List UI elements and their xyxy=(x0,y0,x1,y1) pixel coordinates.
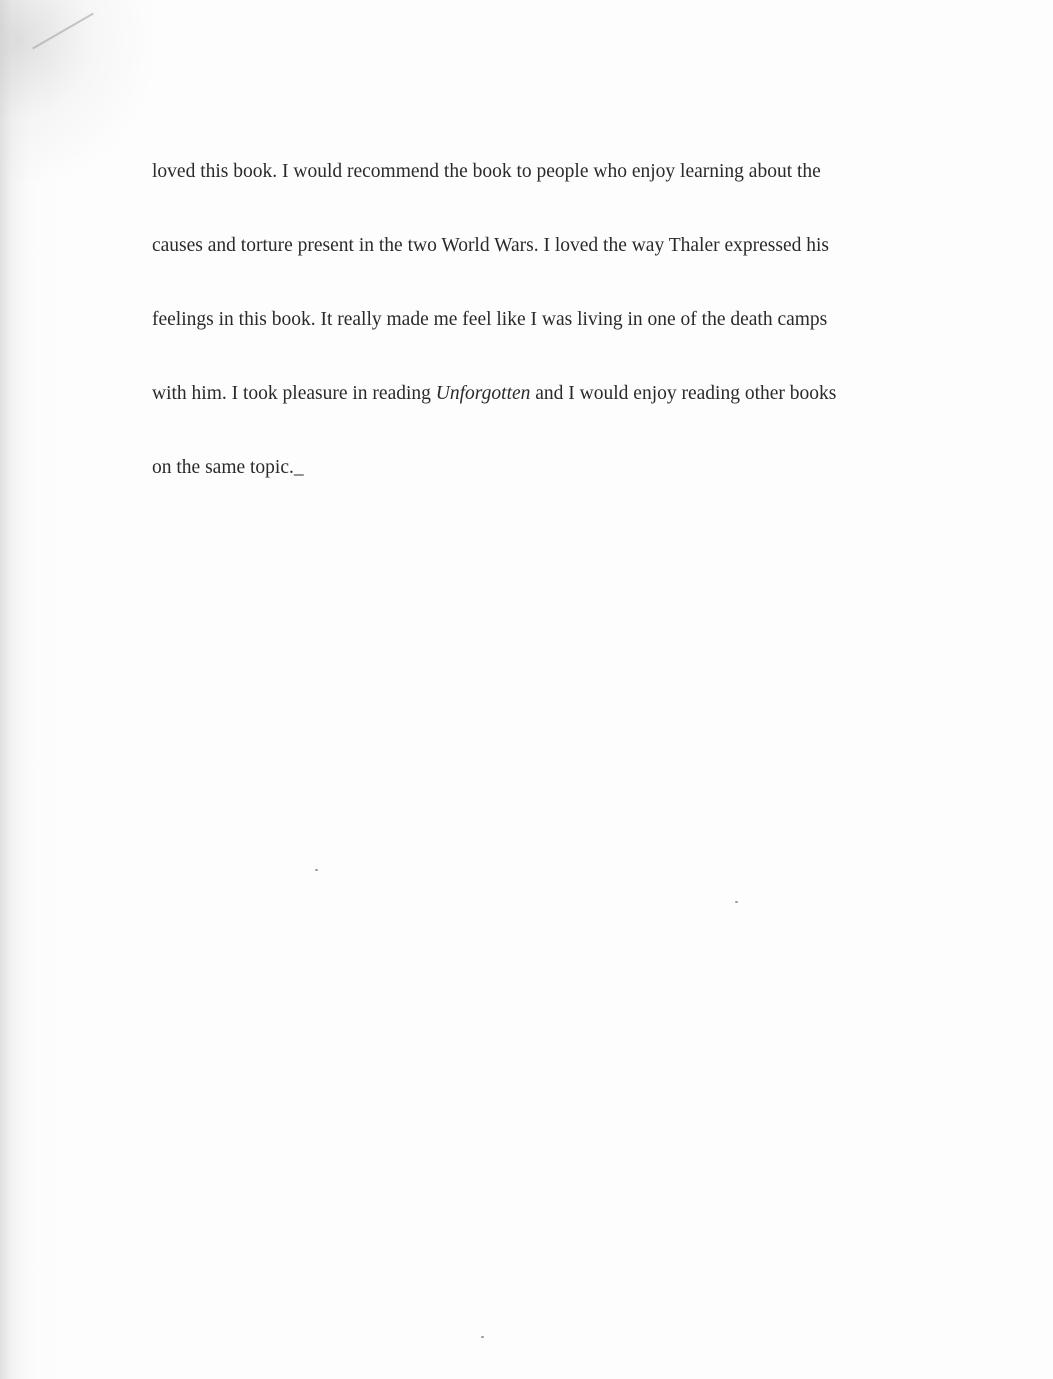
scan-shadow xyxy=(0,0,60,1379)
text-line-3: feelings in this book. It really made me feel like I was living in one of the death camps xyxy=(152,309,828,330)
corner-smudge xyxy=(0,0,150,180)
text-line-5: on the same topic._ xyxy=(152,457,304,478)
text-line-4 xyxy=(152,375,912,412)
scan-speck xyxy=(735,901,738,903)
text-line-1: loved this book. I would recommend the book to people who enjoy learning about the xyxy=(152,161,821,182)
text-line-4-end: and I would enjoy reading other books xyxy=(530,383,837,404)
scan-speck xyxy=(315,869,318,871)
paragraph xyxy=(152,116,912,523)
book-title: Unforgotten xyxy=(435,383,531,404)
text-line-2: causes and torture present in the two World Wars. I loved the way Thaler expressed his xyxy=(152,235,830,256)
text-line-4-start: with him. I took pleasure in reading xyxy=(152,383,436,404)
scan-speck xyxy=(481,1336,484,1338)
